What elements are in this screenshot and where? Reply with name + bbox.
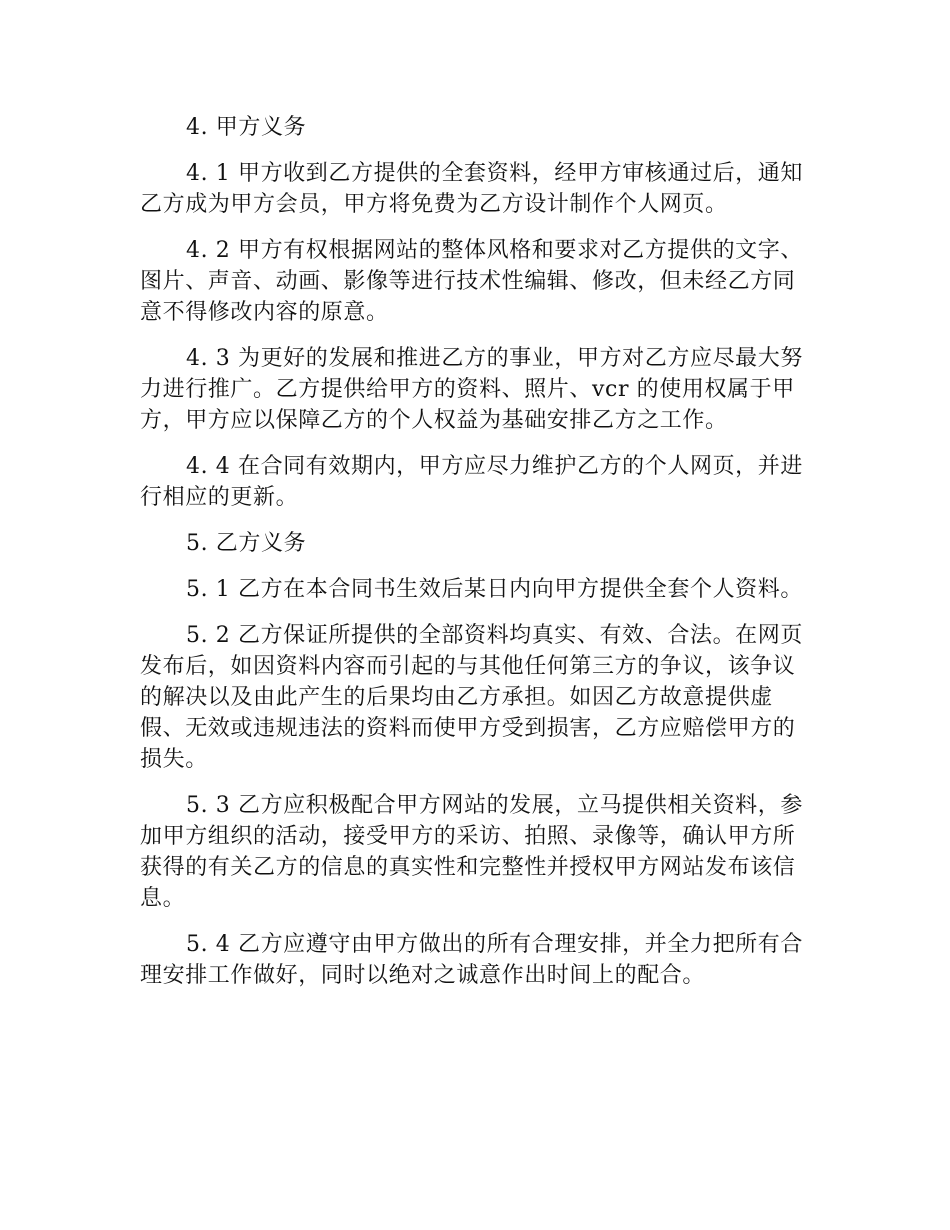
section-5-heading: 5. 乙方义务 [186, 531, 307, 556]
clause-5-3: 5. 3 乙方应积极配合甲方网站的发展，立马提供相关资料，参加甲方组织的活动，接受甲方的采访、拍照、录像等，确认甲方所获得的有关乙方的信息的真实性和完整性并授权甲方网站发布该信息。 [140, 793, 803, 911]
clause-5-4: 5. 4 乙方应遵守由甲方做出的所有合理安排，并全力把所有合理安排工作做好，同时以绝对之诚意作出时间上的配合。 [140, 932, 803, 988]
clause-4-4: 4. 4 在合同有效期内，甲方应尽力维护乙方的个人网页，并进行相应的更新。 [140, 454, 803, 510]
clause-5-1: 5. 1 乙方在本合同书生效后某日内向甲方提供全套个人资料。 [186, 577, 803, 602]
clause-4-1: 4. 1 甲方收到乙方提供的全套资料，经甲方审核通过后，通知乙方成为甲方会员，甲方将免费为乙方设计制作个人网页。 [140, 161, 803, 217]
document-body [140, 112, 815, 1006]
clause-5-2: 5. 2 乙方保证所提供的全部资料均真实、有效、合法。在网页发布后，如因资料内容而引起的与其他任何第三方的争议，该争议的解决以及由此产生的后果均由乙方承担。如因乙方故意提供虚假、无效或违规违法的资料而使甲方受到损害，乙方应赔偿甲方的损失。 [140, 623, 803, 772]
clause-4-3: 4. 3 为更好的发展和推进乙方的事业，甲方对乙方应尽最大努力进行推广。乙方提供给甲方的资料、照片、vcr 的使用权属于甲方，甲方应以保障乙方的个人权益为基础安排乙方之工作。 [140, 346, 803, 433]
clause-4-2: 4. 2 甲方有权根据网站的整体风格和要求对乙方提供的文字、图片、声音、动画、影像等进行技术性编辑、修改，但未经乙方同意不得修改内容的原意。 [140, 238, 803, 325]
section-4-heading: 4. 甲方义务 [186, 115, 307, 140]
